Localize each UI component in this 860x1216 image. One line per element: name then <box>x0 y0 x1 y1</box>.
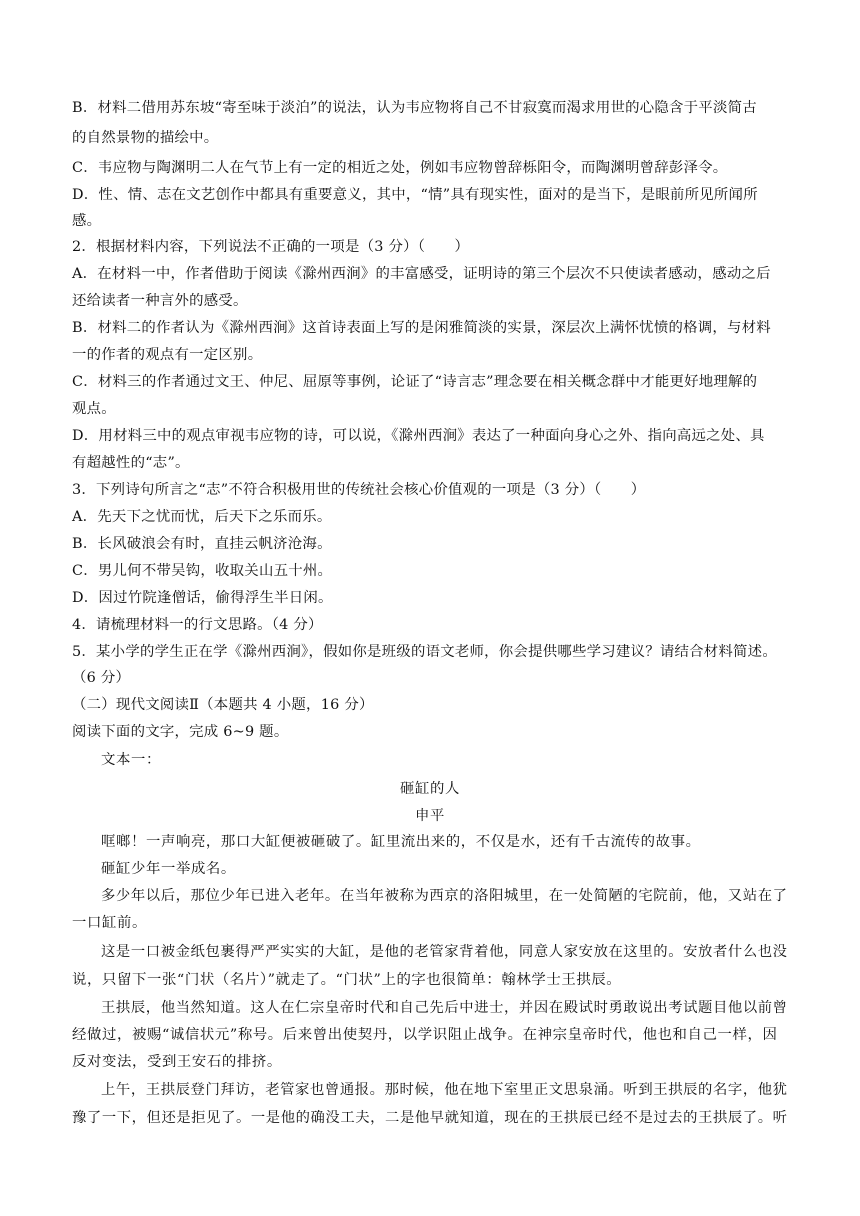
reading-instruction: 阅读下面的文字，完成 6~9 题。 <box>72 724 289 740</box>
q1-option-b-line2: 的自然景物的描绘中。 <box>72 130 219 146</box>
q2-option-d-line2: 有超越性的“志”。 <box>72 455 190 471</box>
paragraph-4-line1: 这是一口被金纸包裹得严严实实的大缸，是他的老管家背着他，同意人家安放在这里的。安放者什么也没 <box>101 944 788 960</box>
paragraph-6-line1: 上午，王拱辰登门拜访，老管家也曾通报。那时候，他在地下室里正文思泉涌。听到王拱辰的名字，他犹 <box>101 1082 788 1098</box>
q3-option-a: A．先天下之忧而忧，后天下之乐而乐。 <box>72 509 332 525</box>
section-heading: （二）现代文阅读Ⅱ（本题共 4 小题，16 分） <box>72 697 374 713</box>
paragraph-2: 砸缸少年一举成名。 <box>101 861 236 877</box>
q2-option-a-line1: A．在材料一中，作者借助于阅读《滁州西涧》的丰富感受，证明诗的第三个层次不只使读者感动，感动之后 <box>72 266 771 282</box>
story-author: 申平 <box>415 808 445 824</box>
q2-option-b-line2: 一的作者的观点有一定区别。 <box>72 347 263 363</box>
paragraph-1: 哐啷！一声响亮，那口大缸便被砸破了。缸里流出来的，不仅是水，还有千古流传的故事。 <box>101 834 701 850</box>
story-title: 砸缸的人 <box>400 781 460 797</box>
q1-option-d-line1: D．性、情、志在文艺创作中都具有重要意义，其中，“情”具有现实性，面对的是当下，是眼前所见所闻所 <box>72 187 758 203</box>
q1-option-c: C．韦应物与陶渊明二人在气节上有一定的相近之处，例如韦应物曾辞栎阳令，而陶渊明曾辞彭泽令。 <box>72 160 728 176</box>
q2-option-b-line1: B．材料二的作者认为《滁州西涧》这首诗表面上写的是闲雅简淡的实景，深层次上满怀忧愤的格调，与材料 <box>72 320 771 336</box>
q2-stem: 2．根据材料内容，下列说法不正确的一项是（3 分）（ ） <box>72 239 470 255</box>
q5-stem-line2: （6 分） <box>72 670 131 686</box>
q3-option-d: D．因过竹院逢僧话，偷得浮生半日闲。 <box>72 590 333 606</box>
q5-stem-line1: 5．某小学的学生正在学《滁州西涧》，假如你是班级的语文老师，你会提供哪些学习建议？请结合材料简述。 <box>72 644 777 660</box>
paragraph-5-line2: 经做过，被赐“诚信状元”称号。后来曾出使契丹，以学识阻止战争。在神宗皇帝时代，他也和自己一样，因 <box>72 1027 778 1043</box>
paragraph-3-line1: 多少年以后，那位少年已进入老年。在当年被称为西京的洛阳城里，在一处简陋的宅院前，他，又站在了 <box>101 888 788 904</box>
q2-option-d-line1: D．用材料三中的观点审视韦应物的诗，可以说，《滁州西涧》表达了一种面向身心之外、指向高远之处、具 <box>72 428 765 444</box>
q2-option-c-line1: C．材料三的作者通过文王、仲尼、屈原等事例，论证了“诗言志”理念要在相关概念群中才能更好地理解的 <box>72 374 758 390</box>
q3-stem: 3．下列诗句所言之“志”不符合积极用世的传统社会核心价值观的一项是（3 分）（ ） <box>72 482 646 498</box>
paragraph-5-line1: 王拱辰，他当然知道。这人在仁宗皇帝时代和自己先后中进士，并因在殿试时勇敢说出考试题目他以前曾 <box>101 1000 788 1016</box>
q2-option-c-line2: 观点。 <box>72 401 116 417</box>
text-one-label: 文本一： <box>101 752 161 768</box>
q3-option-c: C．男儿何不带吴钩，收取关山五十州。 <box>72 563 333 579</box>
paragraph-4-line2: 说，只留下一张“门状（名片）”就走了。“门状”上的字也很简单：翰林学士王拱辰。 <box>72 972 622 988</box>
q2-option-a-line2: 还给读者一种言外的感受。 <box>72 293 248 309</box>
q1-option-d-line2: 感。 <box>72 213 102 229</box>
paragraph-6-line2: 豫了一下，但还是拒见了。一是他的确没工夫，二是他早就知道，现在的王拱辰已经不是过去的王拱辰了。听 <box>72 1110 788 1126</box>
paragraph-5-line3: 反对变法，受到王安石的排挤。 <box>72 1054 282 1070</box>
q1-option-b-line1: B．材料二借用苏东坡“寄至味于淡泊”的说法，认为韦应物将自己不甘寂寞而渴求用世的心隐含于平淡简古 <box>72 100 757 116</box>
paragraph-3-line2: 一口缸前。 <box>72 915 147 931</box>
q4-stem: 4．请梳理材料一的行文思路。（4 分） <box>72 617 323 633</box>
q3-option-b: B．长风破浪会有时，直挂云帆济沧海。 <box>72 536 332 552</box>
